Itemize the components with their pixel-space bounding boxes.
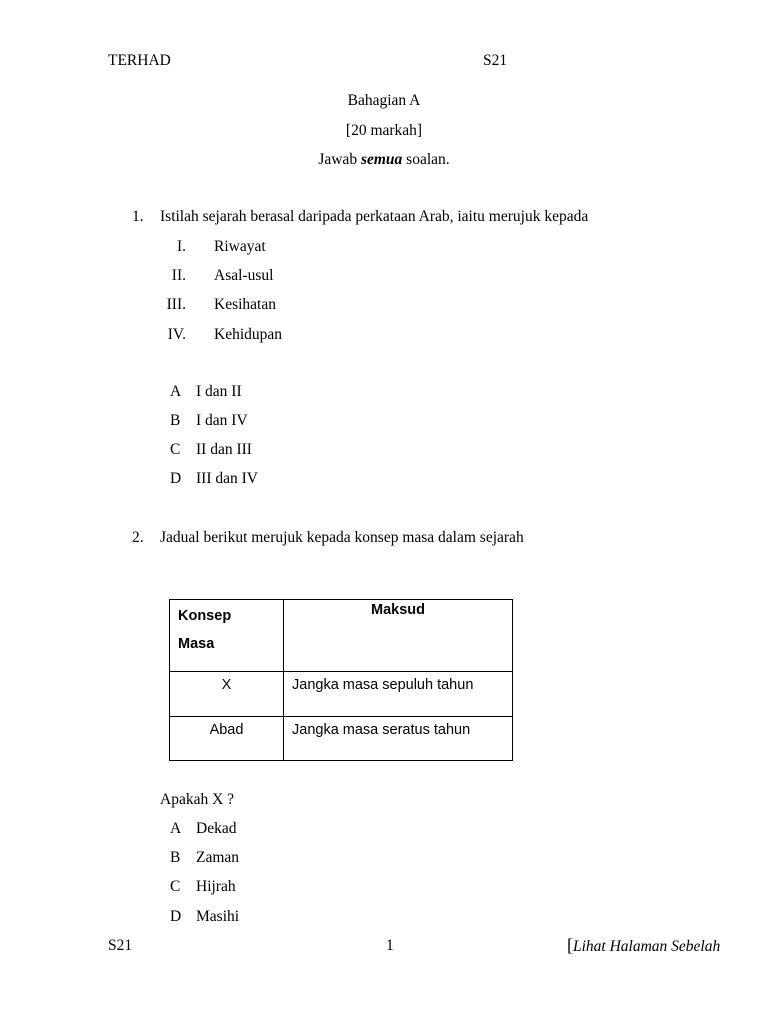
footer-paper-code: S21 (108, 937, 133, 954)
table-row (170, 716, 513, 760)
concept-table (169, 599, 513, 761)
q1-item-text: Asal-usul (214, 267, 274, 284)
cell-konsep: Abad (209, 721, 244, 738)
page-number: 1 (386, 937, 394, 954)
q1-item-text: Kehidupan (214, 326, 283, 343)
question-2-number: 2. (132, 529, 144, 546)
q2-option-text: Masihi (196, 908, 240, 925)
cell-maksud: Jangka masa sepuluh tahun (292, 677, 474, 694)
table-header-row (170, 600, 513, 672)
table-row (170, 672, 513, 716)
q1-item-roman: II. (171, 267, 186, 284)
q1-item-roman: IV. (167, 326, 186, 343)
table-cell (170, 672, 284, 716)
q1-option-letter: A (170, 383, 182, 400)
q1-option-letter: D (170, 470, 182, 487)
q2-option-letter: D (170, 908, 182, 925)
q2-option-letter: A (170, 820, 182, 837)
q1-option-letter: B (170, 412, 181, 429)
q1-option-text: II dan III (196, 441, 252, 458)
instruction-emphasis: semua (360, 151, 403, 168)
q1-option-text: III dan IV (196, 470, 258, 487)
section-marks: [20 markah] (345, 122, 423, 139)
q1-item-roman: I. (176, 238, 186, 255)
q2-option-letter: C (170, 878, 181, 895)
instruction-post: soalan. (406, 151, 450, 168)
header-masa: Masa (178, 636, 215, 652)
q2-option-letter: B (170, 849, 181, 866)
footer-next-page-note (567, 935, 720, 956)
table-header-cell (170, 600, 284, 672)
q2-option-text: Dekad (196, 820, 237, 837)
table-cell (284, 716, 513, 760)
header-paper-code: S21 (483, 52, 508, 69)
question-1-text: Istilah sejarah berasal daripada perkataan Arab, iaitu merujuk kepada (160, 208, 589, 225)
q2-option-text: Hijrah (196, 878, 236, 895)
question-2-prompt: Apakah X ? (160, 791, 235, 808)
q2-option-text: Zaman (196, 849, 240, 866)
cell-maksud: Jangka masa seratus tahun (292, 721, 471, 738)
footer-next-page-text: Lihat Halaman Sebelah (573, 938, 721, 955)
q1-item-roman: III. (166, 296, 186, 313)
header-konsep: Konsep (178, 608, 232, 624)
table-cell (284, 672, 513, 716)
question-2-text: Jadual berikut merujuk kepada konsep masa dalam sejarah (160, 529, 524, 546)
table-cell (170, 716, 284, 760)
q1-option-text: I dan IV (196, 412, 248, 429)
footer-bracket: [ (567, 935, 573, 955)
header-restricted-label: TERHAD (108, 52, 171, 69)
q1-option-letter: C (170, 441, 181, 458)
q1-option-text: I dan II (196, 383, 242, 400)
section-instruction (0, 151, 768, 169)
instruction-pre: Jawab (318, 151, 358, 168)
section-title: Bahagian A (347, 92, 421, 109)
cell-konsep: X (221, 677, 232, 694)
question-1-number: 1. (132, 208, 144, 225)
q1-item-text: Kesihatan (214, 296, 276, 313)
table-header-cell (284, 600, 513, 672)
header-maksud: Maksud (371, 602, 425, 618)
q1-item-text: Riwayat (214, 238, 266, 255)
